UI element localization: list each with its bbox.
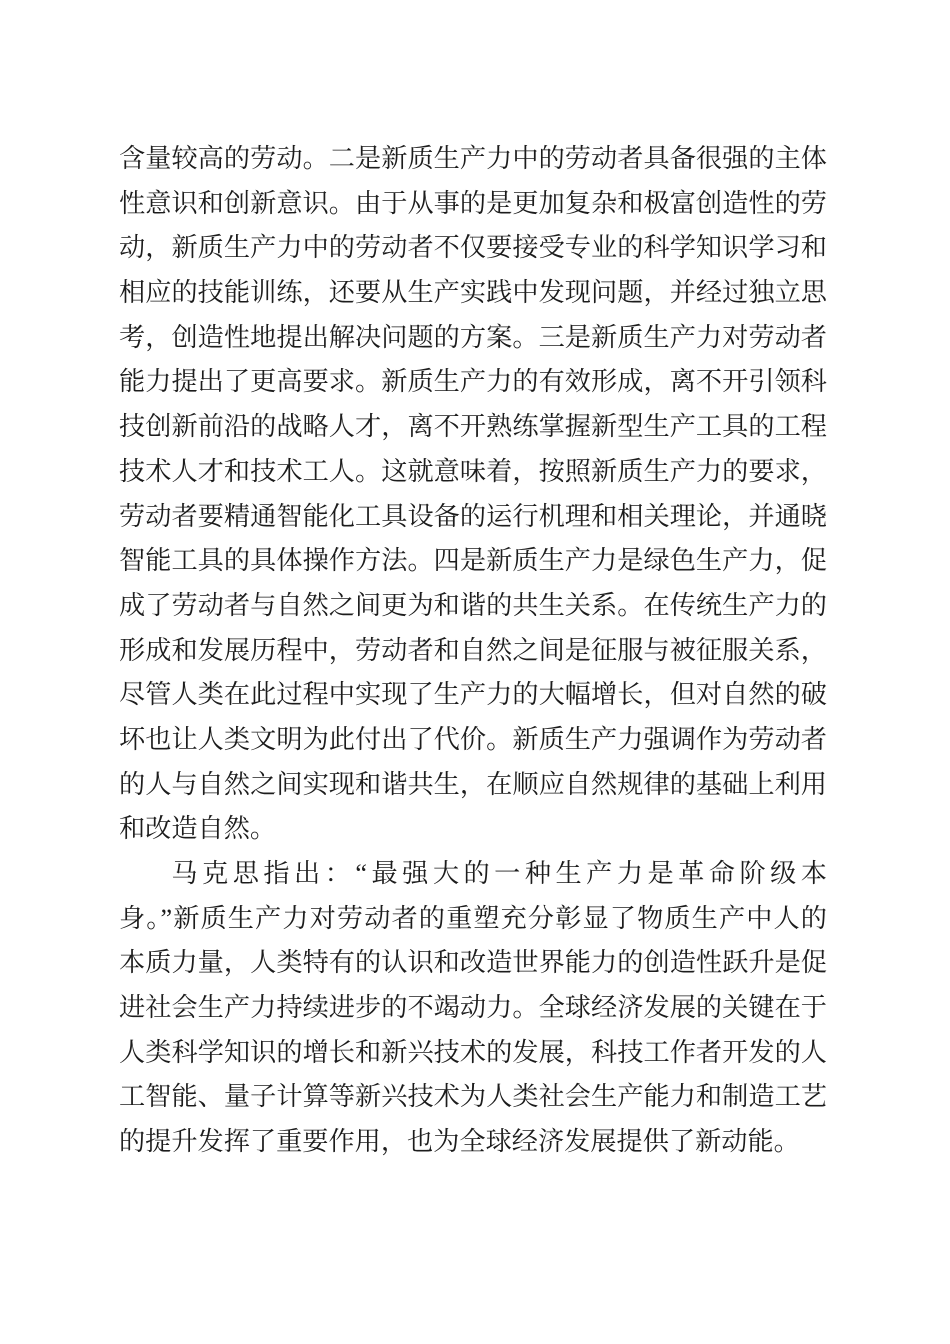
text-line: 含量较高的劳动。二是新质生产力中的劳动者具备很强的主体 — [119, 144, 827, 173]
text-line: 人类科学知识的增长和新兴技术的发展，科技工作者开发的人 — [119, 1037, 827, 1067]
text-line: 本质力量，人类特有的认识和改造世界能力的创造性跃升是促 — [119, 948, 827, 978]
text-line: 动，新质生产力中的劳动者不仅要接受专业的科学知识学习和 — [119, 233, 827, 263]
text-line: 智能工具的具体操作方法。四是新质生产力是绿色生产力，促 — [119, 546, 827, 576]
text-line: 能力提出了更高要求。新质生产力的有效形成，离不开引领科 — [119, 367, 827, 397]
text-line: 和改造自然。 — [119, 814, 277, 844]
text-line: 劳动者要精通智能化工具设备的运行机理和相关理论，并通晓 — [119, 501, 827, 531]
text-line: 工智能、量子计算等新兴技术为人类社会生产能力和制造工艺 — [119, 1082, 827, 1112]
text-line: 成了劳动者与自然之间更为和谐的共生关系。在传统生产力的 — [119, 590, 827, 620]
text-line: 的人与自然之间实现和谐共生，在顺应自然规律的基础上利用 — [119, 769, 827, 799]
text-line: 进社会生产力持续进步的不竭动力。全球经济发展的关键在于 — [119, 993, 827, 1023]
text-line: 技创新前沿的战略人才，离不开熟练掌握新型生产工具的工程 — [119, 412, 827, 442]
text-line: 技术人才和技术工人。这就意味着，按照新质生产力的要求， — [119, 456, 827, 486]
text-line: 性意识和创新意识。由于从事的是更加复杂和极富创造性的劳 — [119, 188, 827, 218]
document-body — [119, 137, 827, 1165]
text-line: 尽管人类在此过程中实现了生产力的大幅增长，但对自然的破 — [119, 680, 827, 710]
paragraph-1 — [119, 137, 827, 852]
paragraph-2 — [119, 852, 827, 1165]
text-line: 的提升发挥了重要作用，也为全球经济发展提供了新动能。 — [119, 1127, 800, 1157]
text-line: 形成和发展历程中，劳动者和自然之间是征服与被征服关系， — [119, 635, 827, 665]
text-line: 身。”新质生产力对劳动者的重塑充分彰显了物质生产中人的 — [119, 903, 827, 933]
text-line: 坏也让人类文明为此付出了代价。新质生产力强调作为劳动者 — [119, 724, 827, 754]
text-line: 相应的技能训练，还要从生产实践中发现问题，并经过独立思 — [119, 278, 827, 308]
text-line: 考，创造性地提出解决问题的方案。三是新质生产力对劳动者 — [119, 322, 827, 352]
text-line: 马克思指出：“最强大的一种生产力是革命阶级本 — [171, 859, 827, 888]
